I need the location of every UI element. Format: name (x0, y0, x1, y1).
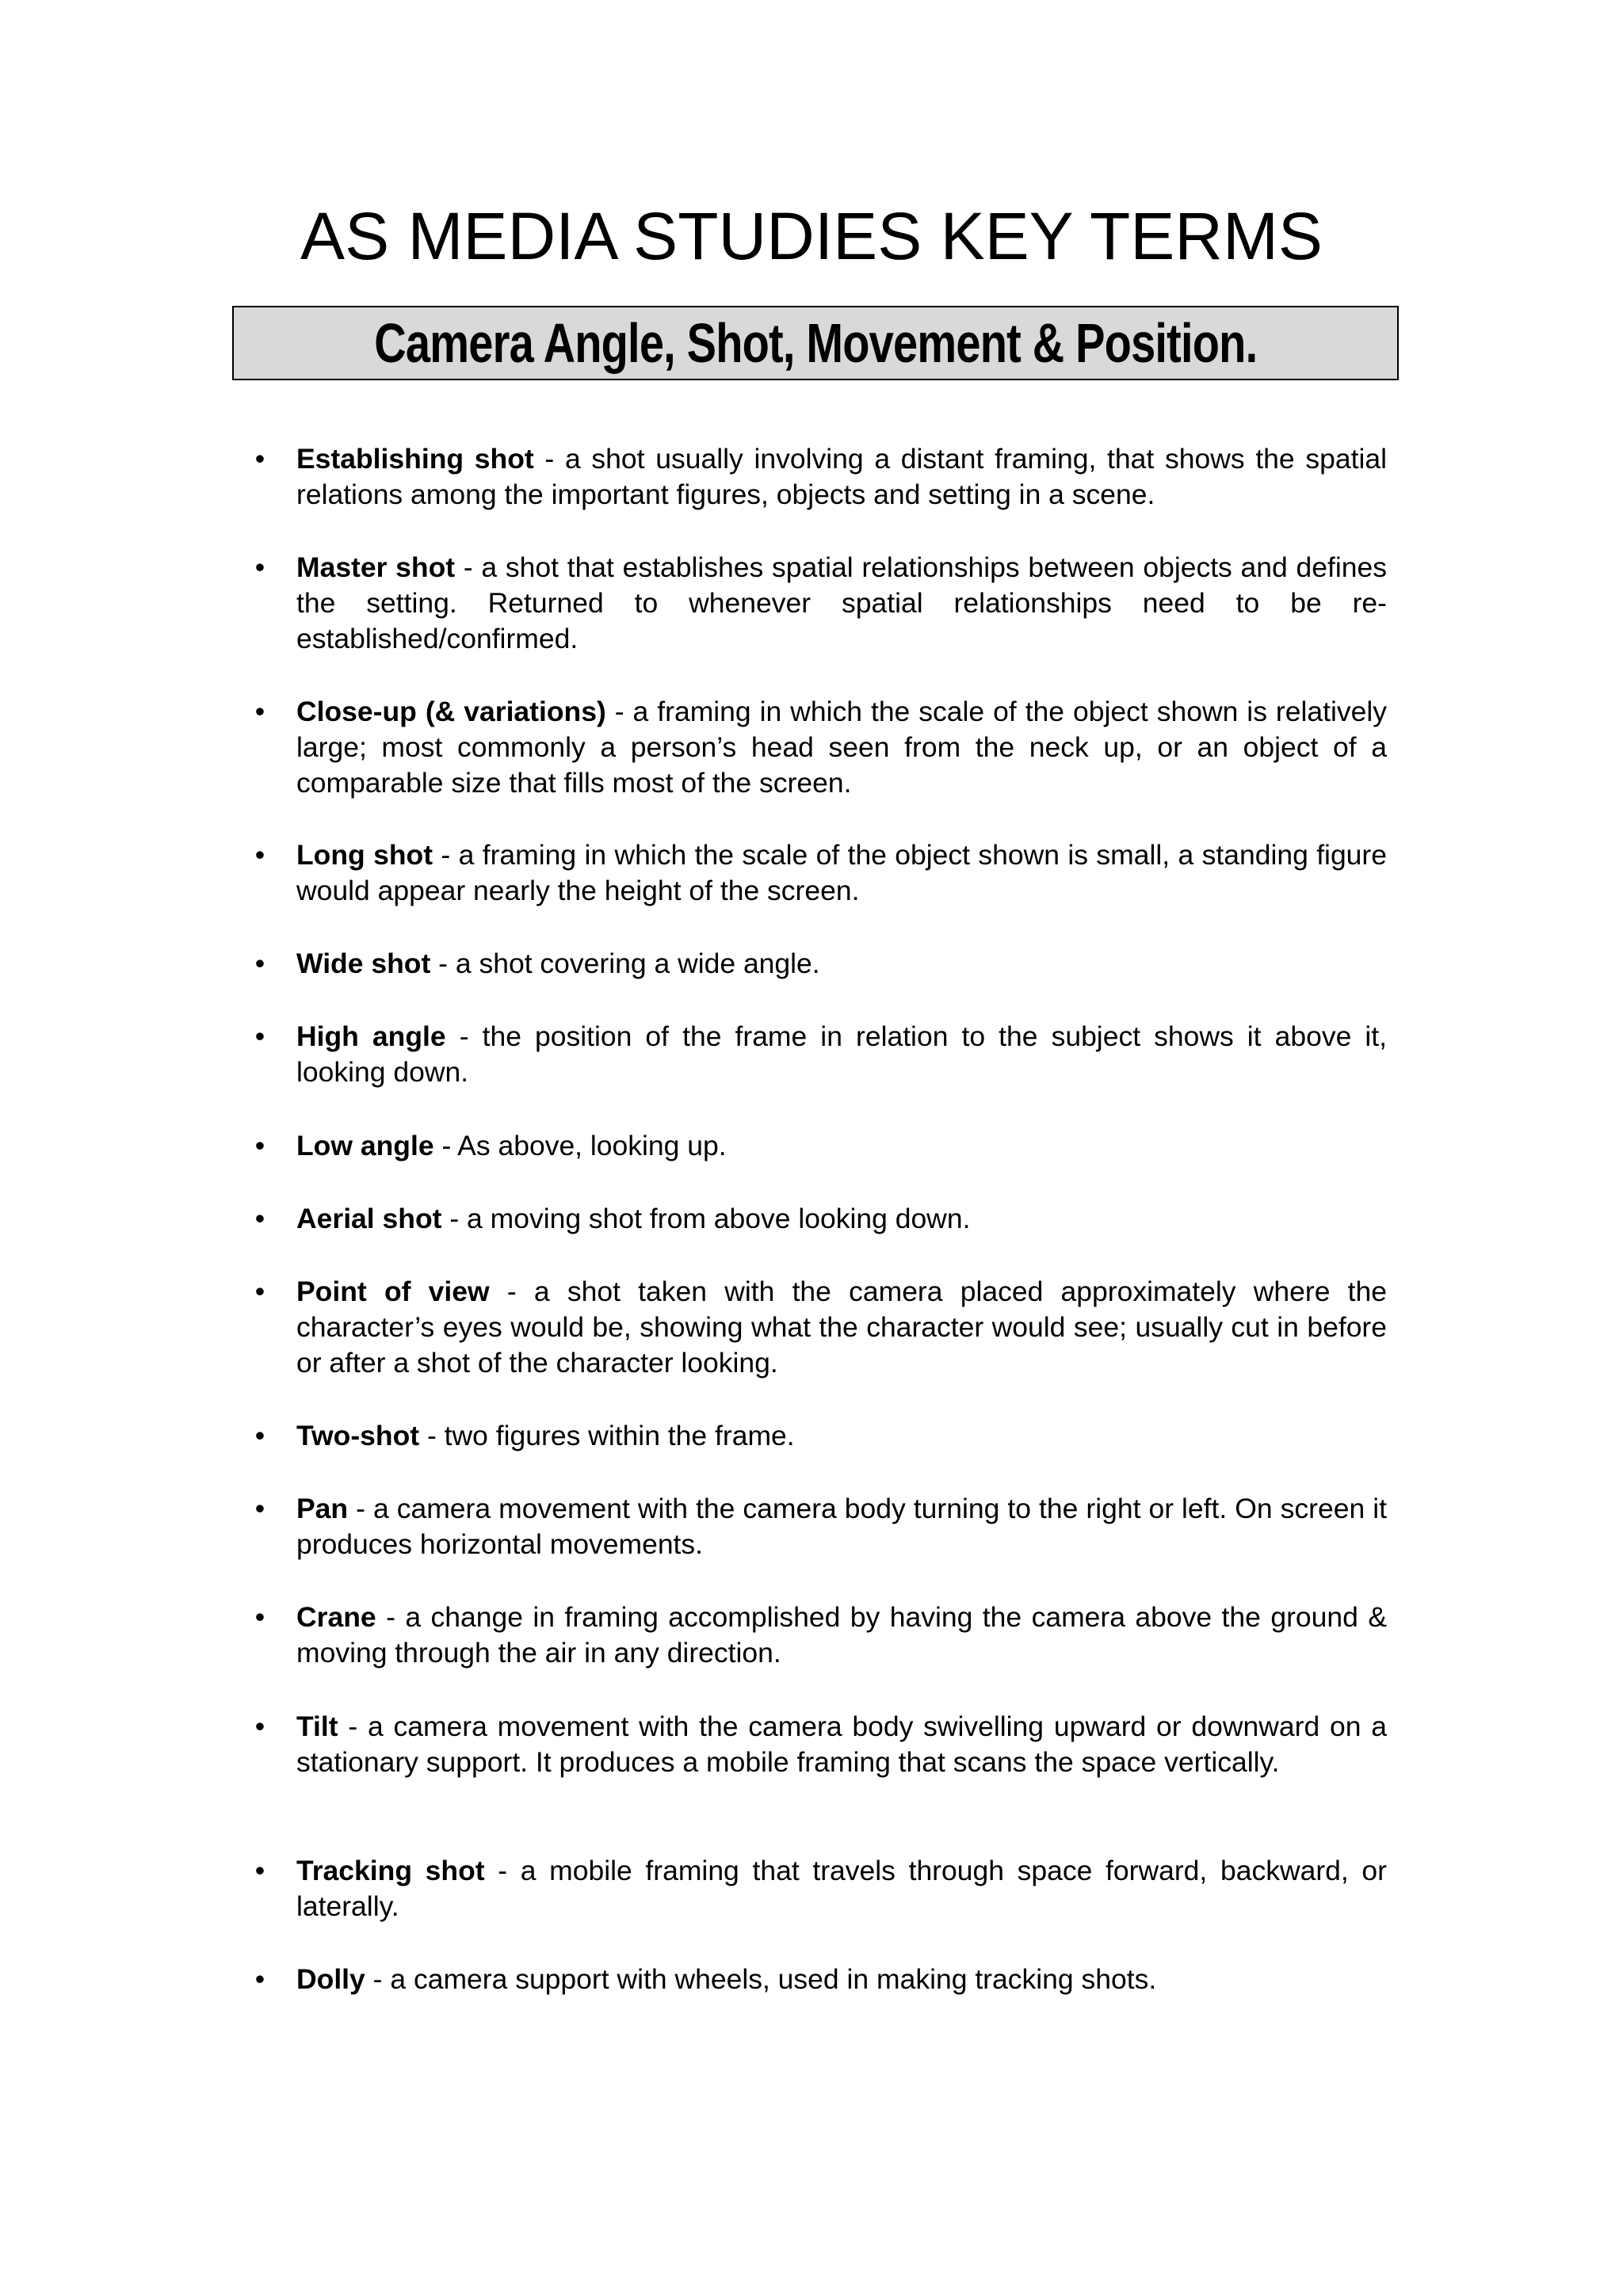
term-name: Long shot (296, 839, 433, 871)
term-name: Point of view (296, 1276, 490, 1307)
bullet-icon: • (254, 1963, 265, 1995)
list-item (254, 1709, 1387, 1780)
section-banner (232, 306, 1399, 380)
list-item (254, 694, 1387, 801)
term-definition: - a mobile framing that travels through space forward, backward, or laterally. (296, 1855, 1387, 1922)
bullet-icon: • (254, 696, 265, 727)
list-item (254, 1201, 1387, 1237)
term-name: Master shot (296, 551, 456, 583)
term-name: Tilt (296, 1711, 338, 1742)
term-name: Establishing shot (296, 443, 534, 475)
list-item (254, 1491, 1387, 1562)
term-name: Wide shot (296, 948, 431, 979)
bullet-icon: • (254, 1276, 265, 1307)
bullet-icon: • (254, 1855, 265, 1886)
term-name: Close-up (& variations) (296, 696, 606, 727)
list-item (254, 1962, 1387, 1997)
list-item (254, 1600, 1387, 1671)
bullet-icon: • (254, 1493, 265, 1524)
term-definition: - a shot taken with the camera placed approximately where the character’s eyes would be, showing what the character would see; usually cut in before or after a shot of the character looking. (296, 1276, 1387, 1379)
list-item (254, 441, 1387, 513)
term-definition: - two figures within the frame. (419, 1420, 795, 1451)
bullet-icon: • (254, 1601, 265, 1633)
bullet-icon: • (254, 1020, 265, 1052)
term-definition: - a shot that establishes spatial relationships between objects and defines the setting. Returned to whenever spatial relationships need to be re-established/confirmed. (296, 551, 1387, 654)
list-item (254, 550, 1387, 657)
term-name: Low angle (296, 1130, 434, 1161)
term-name: Aerial shot (296, 1203, 442, 1234)
list-item (254, 1128, 1387, 1164)
term-definition: - As above, looking up. (433, 1130, 727, 1161)
bullet-icon: • (254, 551, 265, 583)
term-definition: - a camera support with wheels, used in making tracking shots. (365, 1963, 1157, 1995)
list-item (254, 1418, 1387, 1454)
term-name: Pan (296, 1493, 349, 1524)
bullet-icon: • (254, 1711, 265, 1742)
term-definition: - the position of the frame in relation to the subject shows it above it, looking down. (296, 1020, 1388, 1088)
bullet-icon: • (254, 443, 265, 475)
term-name: High angle (296, 1020, 446, 1052)
term-name: Tracking shot (296, 1855, 485, 1886)
page-title: AS MEDIA STUDIES KEY TERMS (300, 199, 1323, 273)
list-item (254, 1274, 1387, 1381)
term-name: Dolly (296, 1963, 365, 1995)
term-definition: - a framing in which the scale of the object shown is small, a standing figure would appear nearly the height of the screen. (296, 839, 1387, 906)
term-definition: - a shot covering a wide angle. (430, 948, 820, 979)
term-definition: - a camera movement with the camera body turning to the right or left. On screen it produces horizontal movements. (296, 1493, 1387, 1560)
term-definition: - a camera movement with the camera body swivelling upward or downward on a stationary support. It produces a mobile framing that scans the space vertically. (296, 1711, 1387, 1778)
bullet-icon: • (254, 1130, 265, 1161)
term-definition: - a shot usually involving a distant framing, that shows the spatial relations among the important figures, objects and setting in a scene. (296, 443, 1387, 510)
list-item (254, 1853, 1387, 1924)
list-item (254, 1019, 1388, 1090)
list-item (254, 837, 1387, 909)
bullet-icon: • (254, 839, 265, 871)
term-name: Crane (296, 1601, 376, 1633)
term-definition: - a moving shot from above looking down. (441, 1203, 971, 1234)
term-definition: - a change in framing accomplished by having the camera above the ground & moving through the air in any direction. (296, 1601, 1387, 1669)
bullet-icon: • (254, 1203, 265, 1234)
term-definition: - a framing in which the scale of the object shown is relatively large; most commonly a person’s head seen from the neck up, or an object of a comparable size that fills most of the screen. (296, 696, 1387, 799)
list-item (254, 946, 1387, 982)
section-heading: Camera Angle, Shot, Movement & Position. (373, 312, 1258, 374)
bullet-icon: • (254, 948, 265, 979)
term-name: Two-shot (296, 1420, 420, 1451)
bullet-icon: • (254, 1420, 265, 1451)
